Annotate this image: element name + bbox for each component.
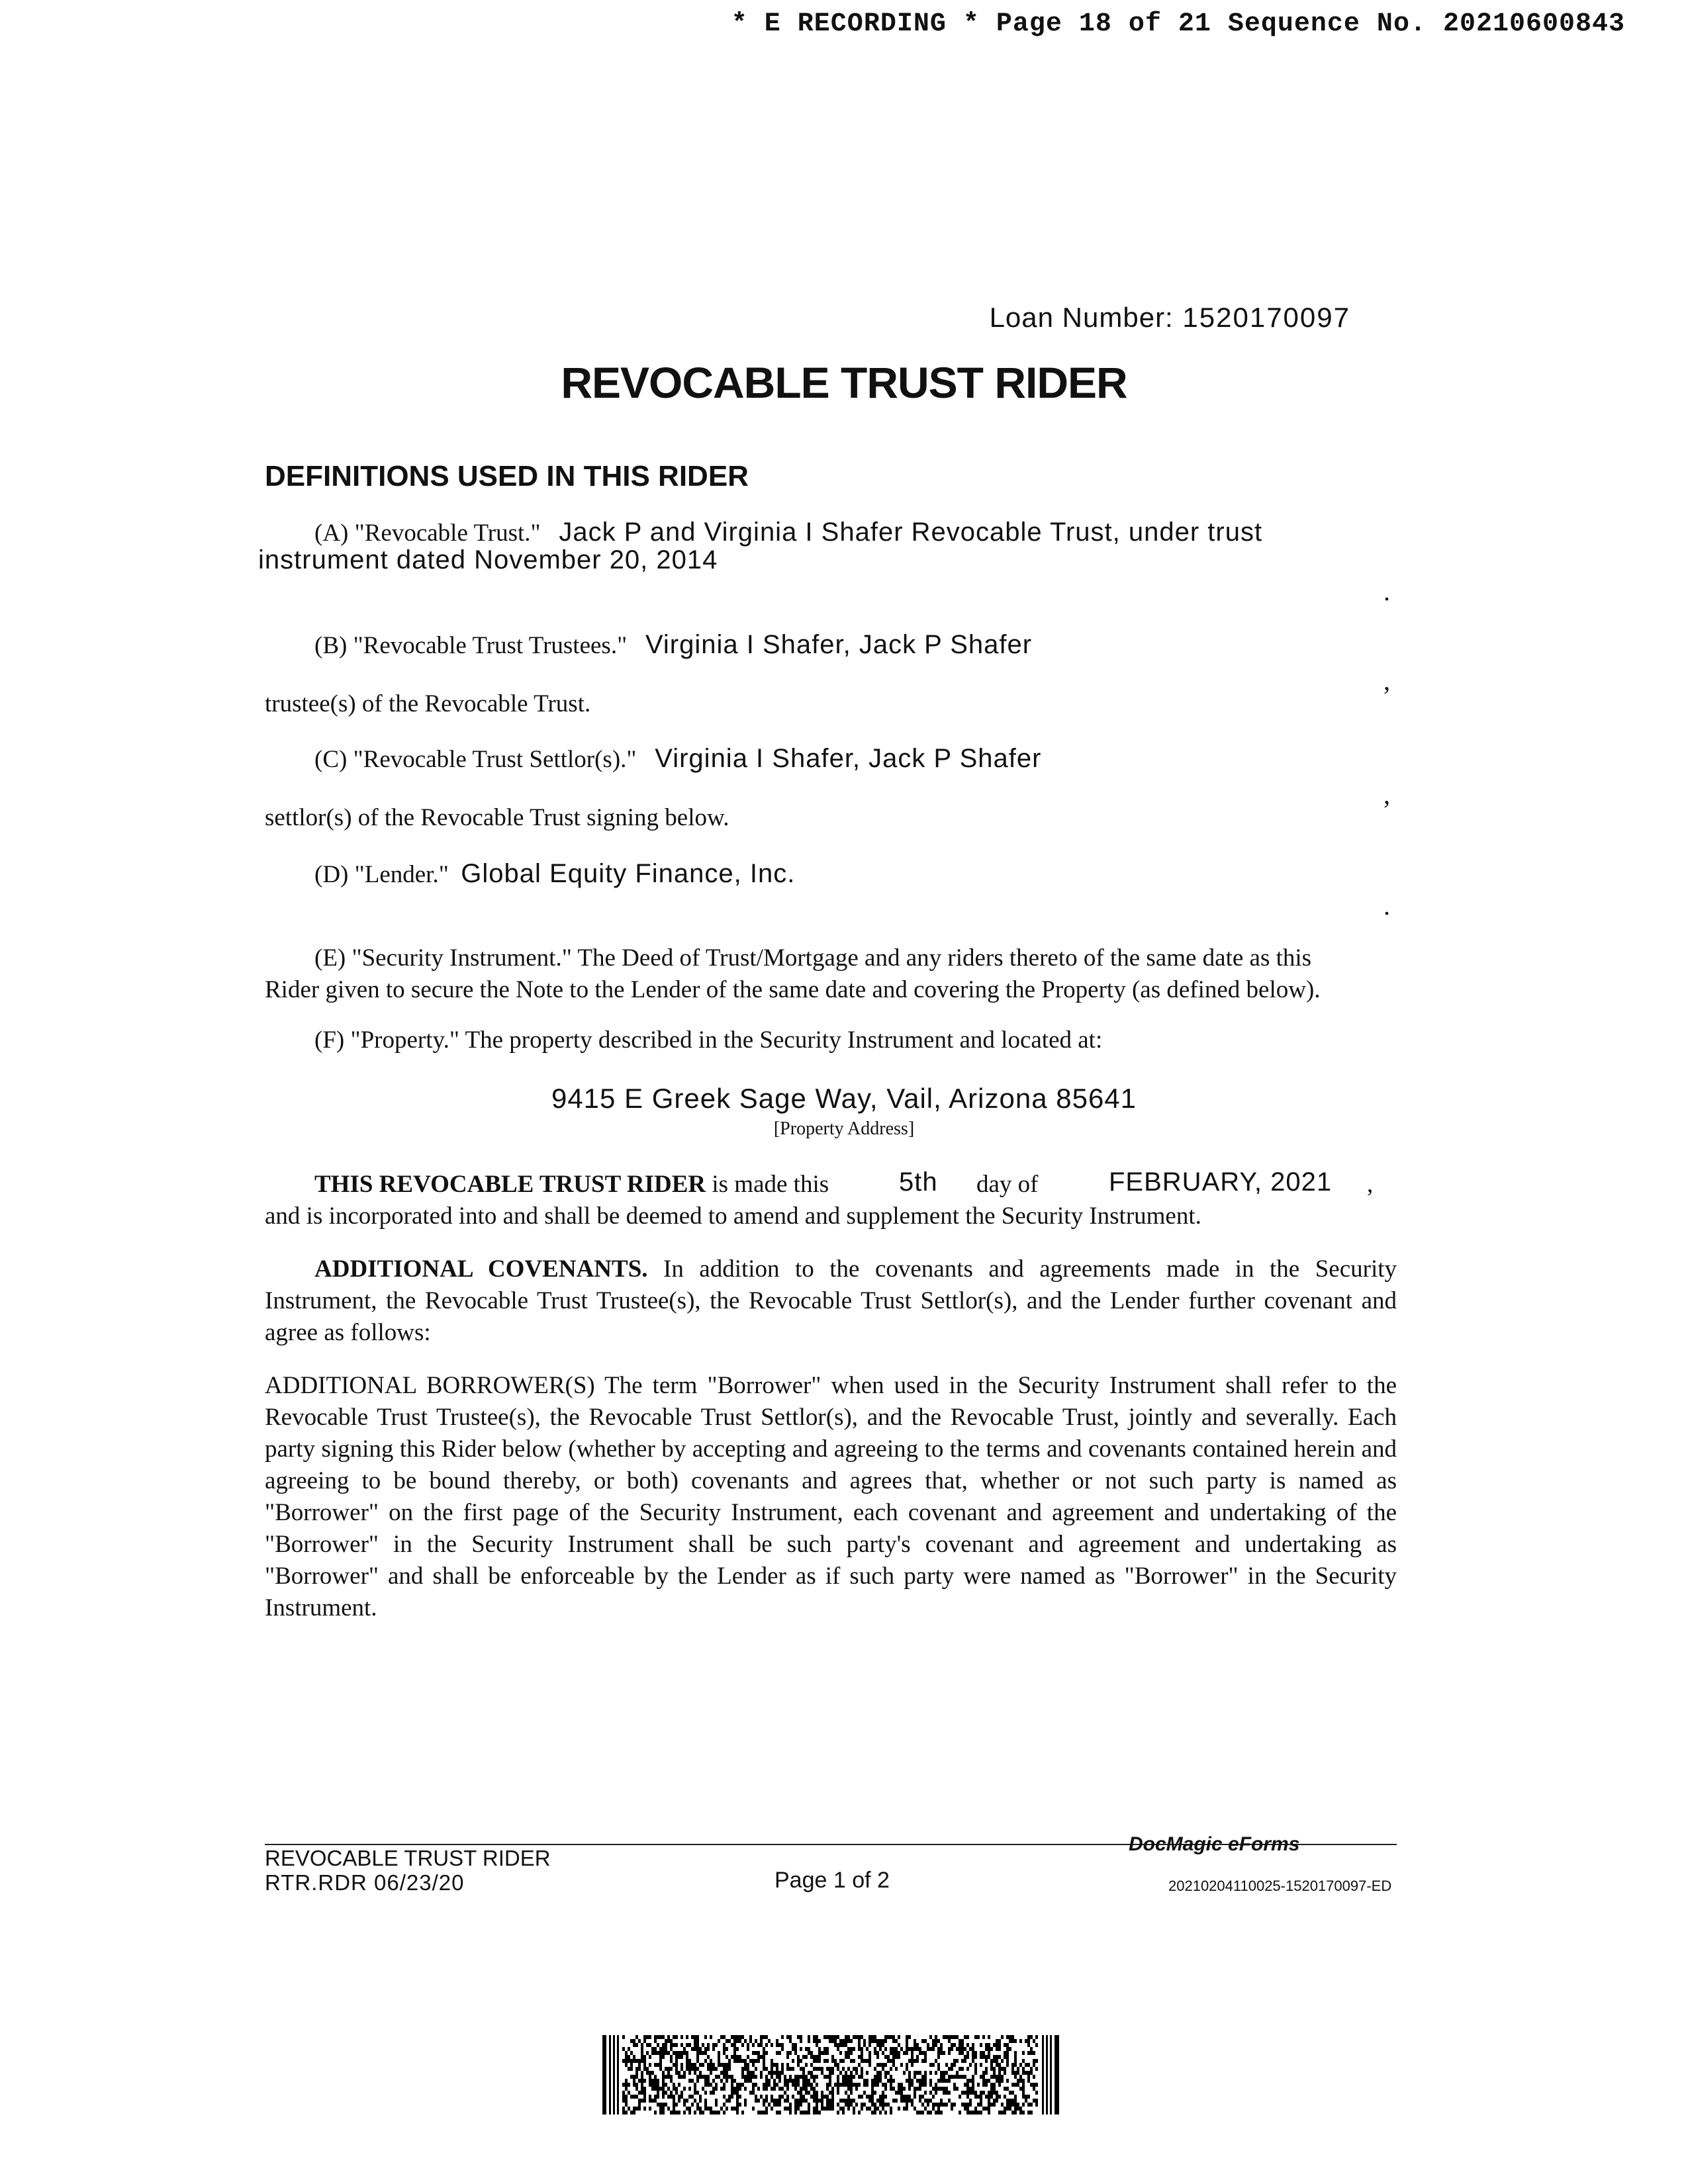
additional-covenants-text: In addition to the covenants and agreements made in the Security Instrument, the Revocable Trust Trustee(s), the Revocable Trust Settlor(s), and the Lender further covenant and agree as follows: xyxy=(265,1255,1397,1346)
definition-a-end: . xyxy=(1383,576,1390,606)
definition-c-label: (C) "Revocable Trust Settlor(s)." xyxy=(314,746,637,773)
definition-b-suffix: trustee(s) of the Revocable Trust. xyxy=(265,690,591,717)
rider-date-paragraph xyxy=(265,1169,1397,1232)
definition-f: (F) "Property." The property described in the Security Instrument and located at: xyxy=(314,1026,1103,1054)
rider-date-bold-lead: THIS REVOCABLE TRUST RIDER xyxy=(314,1171,706,1198)
property-address: 9415 E Greek Sage Way, Vail, Arizona 85641 xyxy=(551,1083,1137,1114)
definition-b-end: , xyxy=(1383,666,1390,696)
property-address-label: [Property Address] xyxy=(773,1118,915,1139)
barcode-image xyxy=(602,2035,1059,2115)
definition-a-label: (A) "Revocable Trust." xyxy=(314,520,541,547)
footer-doc-id: 20210204110025-1520170097-ED xyxy=(1168,1878,1392,1894)
definition-d-value: Global Equity Finance, Inc. xyxy=(461,859,796,888)
footer-form-code: RTR.RDR 06/23/20 xyxy=(265,1870,465,1895)
additional-borrowers: ADDITIONAL BORROWER(S) The term "Borrower" when used in the Security Instrument shall refer to the Revocable Trust Trustee(s), the Revocable Trust Settlor(s), and the Revocable Trust, jointly and severally. Each party signing this Rider below (whether by accepting and agreeing to the terms and covenants contained herein and agreeing to be bound thereby, or both) covenants and agrees that, whether or not such party is named as "Borrower" on the first page of the Security Instrument, each covenant and agreement and undertaking of the "Borrower" in the Security Instrument shall be such party's covenant and agreement and undertaking as "Borrower" and shall be enforceable by the Lender as if such party were named as "Borrower" in the Security Instrument. xyxy=(265,1372,1397,1621)
footer-brand: DocMagic eForms xyxy=(1129,1833,1300,1855)
definition-e xyxy=(265,942,1397,1006)
definition-d-end: . xyxy=(1383,891,1390,921)
footer-page-number: Page 1 of 2 xyxy=(774,1868,890,1893)
rider-date-line2: and is incorporated into and shall be deemed to amend and supplement the Security Instrument. xyxy=(265,1203,1201,1230)
rider-month-year: FEBRUARY, 2021 xyxy=(1109,1167,1333,1197)
definition-c-end: , xyxy=(1383,780,1390,809)
loan-number-label: Loan Number: xyxy=(989,302,1174,333)
rider-date-text: is made this xyxy=(712,1171,829,1198)
definition-b-value: Virginia I Shafer, Jack P Shafer xyxy=(645,630,1033,659)
definition-e-line2: Rider given to secure the Note to the Lender of the same date and covering the Property (as defined below). xyxy=(265,976,1321,1003)
definition-d xyxy=(314,858,795,891)
definition-b xyxy=(314,629,1032,662)
definition-c-value: Virginia I Shafer, Jack P Shafer xyxy=(655,744,1042,773)
loan-number xyxy=(990,302,1350,334)
definitions-heading: DEFINITIONS USED IN THIS RIDER xyxy=(265,460,749,492)
definition-a-value-cont: instrument dated November 20, 2014 xyxy=(258,545,718,574)
rider-day-value: 5th xyxy=(899,1167,938,1197)
definition-a-value: Jack P and Virginia I Shafer Revocable Trust, under trust xyxy=(559,518,1263,547)
footer-form-name: REVOCABLE TRUST RIDER xyxy=(265,1846,551,1870)
additional-covenants-lead: ADDITIONAL COVENANTS. xyxy=(314,1255,648,1283)
definition-d-label: (D) "Lender." xyxy=(314,861,449,888)
definition-b-label: (B) "Revocable Trust Trustees." xyxy=(314,632,628,659)
loan-number-value: 1520170097 xyxy=(1182,302,1350,333)
recording-header: * E RECORDING * Page 18 of 21 Sequence No. 20210600843 xyxy=(731,9,1625,39)
definition-e-line1: (E) "Security Instrument." The Deed of Trust/Mortgage and any riders thereto of the same date as this xyxy=(314,944,1312,972)
rider-day-of: day of xyxy=(976,1171,1039,1198)
definition-c-suffix: settlor(s) of the Revocable Trust signing below. xyxy=(265,804,729,831)
additional-covenants xyxy=(265,1253,1397,1349)
document-title: REVOCABLE TRUST RIDER xyxy=(561,358,1127,407)
rider-date-comma: , xyxy=(1367,1171,1374,1198)
definition-c xyxy=(314,743,1041,776)
definition-a xyxy=(314,516,1262,549)
